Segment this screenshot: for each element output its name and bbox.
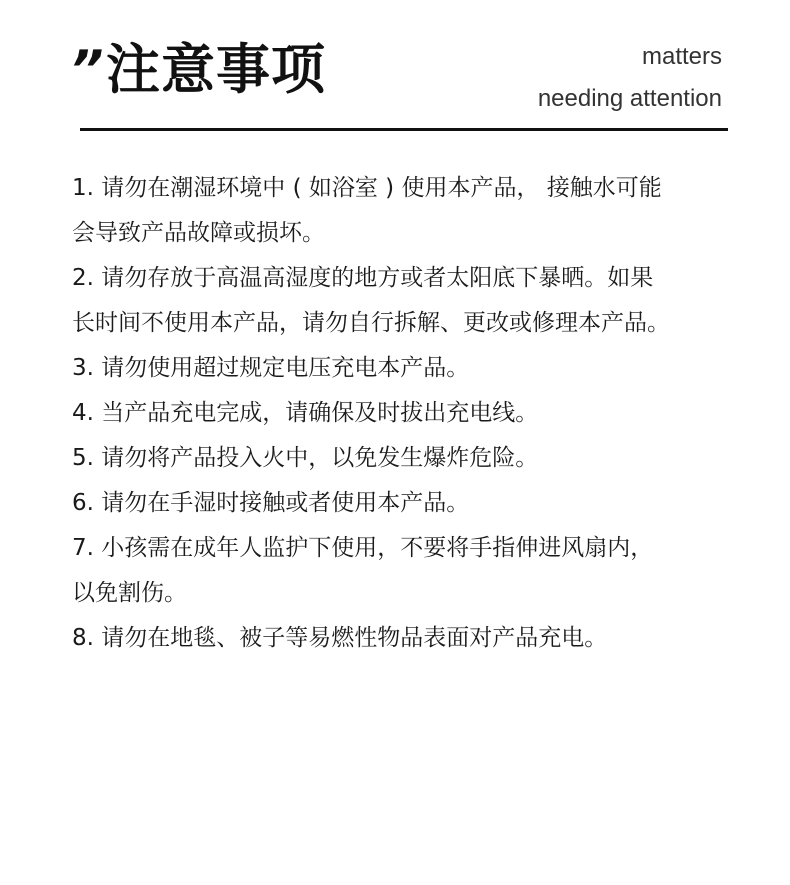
- note-item-7: [72, 526, 732, 616]
- note-line: 长时间不使用本产品，请勿自行拆解、更改或修理本产品。: [72, 310, 670, 336]
- note-line: 以免割伤。: [72, 580, 187, 606]
- english-subtitle-line2: needing attention: [537, 85, 722, 112]
- note-item-8: [72, 616, 732, 661]
- note-item-3: [72, 346, 732, 391]
- english-subtitle-line1: matters: [641, 43, 722, 70]
- header: [0, 0, 790, 140]
- note-line: 3. 请勿使用超过规定电压充电本产品。: [72, 355, 470, 381]
- note-item-5: [72, 436, 732, 481]
- english-subtitle: [538, 36, 722, 120]
- note-line: 2. 请勿存放于高温高湿度的地方或者太阳底下暴晒。如果: [72, 265, 654, 291]
- note-line: 8. 请勿在地毯、被子等易燃性物品表面对产品充电。: [72, 625, 608, 651]
- notes-list: [72, 166, 732, 661]
- note-line: 6. 请勿在手湿时接触或者使用本产品。: [72, 490, 470, 516]
- quote-mark-icon: ”: [70, 40, 104, 100]
- note-line: 5. 请勿将产品投入火中，以免发生爆炸危险。: [72, 445, 539, 471]
- header-divider: [80, 128, 728, 131]
- note-line: 7. 小孩需在成年人监护下使用，不要将手指伸进风扇内，: [72, 535, 654, 561]
- note-item-1: [72, 166, 732, 256]
- note-item-2: [72, 256, 732, 346]
- note-item-4: [72, 391, 732, 436]
- note-line: 会导致产品故障或损坏。: [72, 220, 325, 246]
- note-item-6: [72, 481, 732, 526]
- note-line: 1. 请勿在潮湿环境中 ( 如浴室 ) 使用本产品， 接触水可能: [72, 175, 662, 201]
- page-title: 注意事项: [106, 38, 326, 101]
- note-line: 4. 当产品充电完成，请确保及时拔出充电线。: [72, 400, 539, 426]
